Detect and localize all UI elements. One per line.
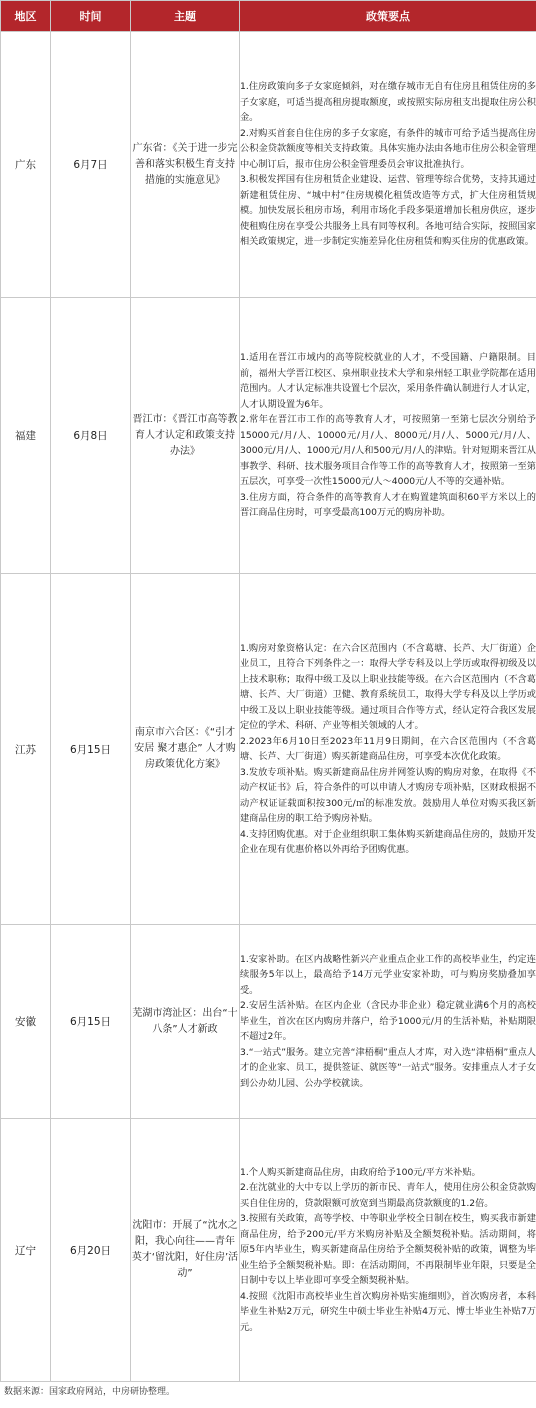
row-region: 福建: [1, 298, 51, 574]
policy-point: 3.积极发挥国有住房租赁企业建设、运营、管理等综合优势，支持其通过新建租赁住房、“城中村”住房规模化租赁改造等方式，扩大住房租赁规模。加快发展长租房市场，利用市场化手段多渠道增加长租房供应，逐步使租购住房在享受公共服务上具有同等权利。各地可结合实际，按照国家相关政策规定，进一步制定实施差异化住房租赁和购买住房的优惠政策。: [240, 172, 536, 250]
row-region: 安徽: [1, 925, 51, 1119]
table-row: [1, 925, 536, 1119]
table-row: [1, 1119, 536, 1382]
policy-point: 2.2023年6月10日至2023年11月9日期间，在六合区范围内（不含葛塘、长芦、大厂街道）购买新建商品住房，可享受本次优化政策。: [240, 734, 536, 765]
policy-point: 1.个人购买新建商品住房，由政府给予100元/平方米补贴。: [240, 1165, 536, 1181]
row-date: 6月8日: [51, 298, 131, 574]
row-points: [240, 574, 536, 925]
row-title: 晋江市：《晋江市高等教育人才认定和政策支持办法》: [131, 298, 240, 574]
policy-point: 3.发放专项补贴。购买新建商品住房并网签认购的购房对象，在取得《不动产权证书》后，符合条件的可以申请人才购房专项补贴，区财政根据不动产权证证载面积按300元/㎡的标准发放。鼓励用人单位对购买我区新建商品住房的职工给予购房补贴。: [240, 765, 536, 827]
table-row: [1, 32, 536, 298]
row-date: 6月7日: [51, 32, 131, 298]
policy-point: 1.住房政策向多子女家庭倾斜，对在缴存城市无自有住房且租赁住房的多子女家庭，可适当提高租房提取额度，或按照实际房租支出提取住房公积金。: [240, 79, 536, 126]
policy-point: 4.支持团购优惠。对于企业组织职工集体购买新建商品住房的，鼓励开发企业在现有优惠价格以外再给予团购优惠。: [240, 827, 536, 858]
row-title: 芜湖市湾沚区：出台“十八条”人才新政: [131, 925, 240, 1119]
row-region: 江苏: [1, 574, 51, 925]
table-row: [1, 298, 536, 574]
row-title: 沈阳市：开展了“沈水之阳，我心向往——青年英才‘留沈阳，好住房’活动”: [131, 1119, 240, 1382]
table-header-row: [1, 1, 536, 32]
policy-point: 3.按照有关政策，高等学校、中等职业学校全日制在校生，购买我市新建商品住房，给予200元/平方米购房补贴及全额契税补贴。活动期间，将原5年内毕业生，购买新建商品住房给予全额契税补贴的政策，调整为毕业生给予全额契税补贴。即：在活动期间，不再限制毕业年限，只要是全日制中专以上毕业即可享受全额契税补贴。: [240, 1211, 536, 1289]
policy-point: 1.适用在晋江市域内的高等院校就业的人才，不受国籍、户籍限制。目前，福州大学晋江校区、泉州职业技术大学和泉州轻工职业学院都在适用范围内。人才认定标准共设置七个层次，采用条件确认制进行人才认定，人才认期设置为6年。: [240, 350, 536, 412]
header-points: 政策要点: [240, 1, 536, 32]
policy-point: 1.购房对象资格认定：在六合区范围内（不含葛塘、长芦、大厂街道）企业员工，且符合下列条件之一：取得大学专科及以上学历或取得初级及以上技术职称；取得中级工及以上职业技能等级。在六合区范围内（不含葛塘、长芦、大厂街道）卫健、教育系统员工，取得大学专科及以上学历或中级工及以上职业技能等级。通过项目合作等方式，经认定符合我区发展定位的学术、科研、产业等相关领域的人才。: [240, 641, 536, 734]
row-points: [240, 925, 536, 1119]
source-note: 数据来源：国家政府网站，中房研协整理。: [0, 1382, 536, 1408]
policy-point: 2.安居生活补贴。在区内企业（含民办非企业）稳定就业满6个月的高校毕业生，首次在区内购房并落户，给予1000元/月的生活补贴，补贴期限不超过2年。: [240, 998, 536, 1045]
row-date: 6月15日: [51, 925, 131, 1119]
row-points: [240, 1119, 536, 1382]
row-region: 辽宁: [1, 1119, 51, 1382]
row-region: 广东: [1, 32, 51, 298]
policy-point: 3.“一站式”服务。建立完善“津梧桐”重点人才库，对入选“津梧桐”重点人才的企业家、员工，提供签证、就医等“一站式”服务。安排重点人才子女到公办幼儿园、公办学校就读。: [240, 1045, 536, 1092]
header-date: 时间: [51, 1, 131, 32]
row-date: 6月20日: [51, 1119, 131, 1382]
policy-point: 2.对购买首套自住住房的多子女家庭，有条件的城市可给予适当提高住房公积金贷款额度等相关支持政策。具体实施办法由各地市住房公积金管理中心制订后，报市住房公积金管理委员会审议批准执行。: [240, 126, 536, 173]
table-row: [1, 574, 536, 925]
policy-point: 4.按照《沈阳市高校毕业生首次购房补贴实施细则》，首次购房者，本科毕业生补贴2万元，研究生中硕士毕业生补贴4万元、博士毕业生补贴7万元。: [240, 1289, 536, 1336]
row-date: 6月15日: [51, 574, 131, 925]
policy-point: 2.在沈就业的大中专以上学历的新市民、青年人，使用住房公积金贷款购买自住住房的，贷款限额可放宽到当期最高贷款额度的1.2倍。: [240, 1180, 536, 1211]
policy-point: 2.常年在晋江市工作的高等教育人才，可按照第一至第七层次分别给予15000元/月/人、10000元/月/人、8000元/月/人、5000元/月/人、3000元/月/人、1000元/月/人和500元/月/人的津贴。针对短期来晋江从事教学、科研、技术服务项目合作等工作的高等教育人才，按照第一至第五层次，可享受一次性15000元/人～4000元/人不等的交通补贴。: [240, 412, 536, 490]
header-region: 地区: [1, 1, 51, 32]
row-points: [240, 32, 536, 298]
policy-point: 3.住房方面，符合条件的高等教育人才在购置建筑面积60平方米以上的晋江商品住房时，可享受最高100万元的购房补助。: [240, 490, 536, 521]
policy-point: 1.安家补助。在区内战略性新兴产业重点企业工作的高校毕业生，约定连续服务5年以上，最高给予14万元学业安家补助，可与购房奖励叠加享受。: [240, 952, 536, 999]
row-title: 广东省：《关于进一步完善和落实积极生育支持措施的实施意见》: [131, 32, 240, 298]
row-points: [240, 298, 536, 574]
row-title: 南京市六合区：《“引才安居 聚才惠企” 人才购房政策优化方案》: [131, 574, 240, 925]
header-title: 主题: [131, 1, 240, 32]
